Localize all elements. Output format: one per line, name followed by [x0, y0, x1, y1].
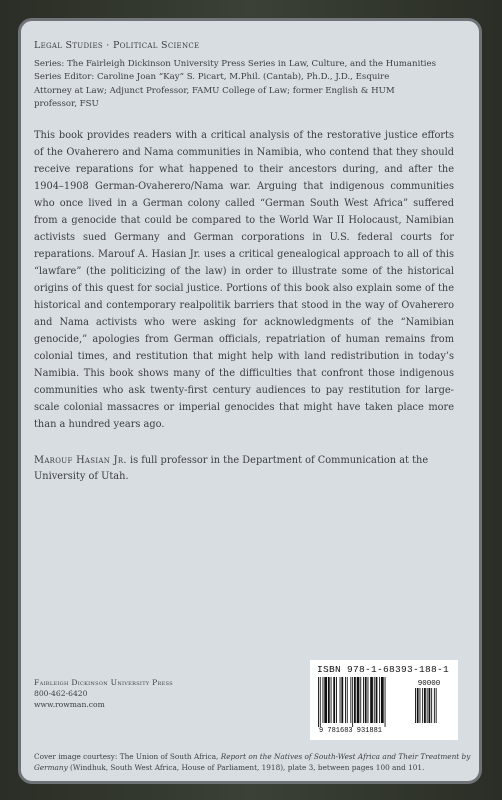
isbn-barcode [310, 660, 458, 740]
isbn-number: ISBN 978-1-68393-188-1 [317, 664, 450, 675]
publisher-website: www.rowman.com [34, 699, 105, 709]
author-bio-text: is full professor in the Department of Communication at the University of Utah. [34, 454, 429, 483]
barcode-graphic [317, 677, 451, 734]
ean-digits: 9 781683 931881 [319, 727, 383, 734]
series-editor-line-2: Attorney at Law; Adjunct Professor, FAMU College of Law; former English & HUM [34, 85, 395, 96]
credit-prefix: Cover image courtesy: The Union of South Africa, [34, 752, 221, 761]
text-panel [18, 18, 482, 784]
credit-title-end: Germany [34, 763, 68, 772]
publisher-phone: 800-462-6420 [34, 688, 88, 698]
price-code: 90000 [417, 680, 441, 688]
series-editor-line-3: professor, FSU [34, 99, 99, 110]
cover-image-credit [34, 751, 471, 773]
series-editor-line-1: Series Editor: Caroline Joan “Kay” S. Picart, M.Phil. (Cantab), Ph.D., J.D., Esquire [34, 72, 390, 83]
author-bio [34, 453, 454, 486]
credit-line-2 [34, 762, 464, 773]
author-name: Marouf Hasian Jr. [34, 454, 127, 466]
subject-category: Legal Studies · Political Science [34, 40, 200, 51]
book-description: This book provides readers with a critical analysis of the restorative justice efforts of the Ovaherero and Nama communities in Namibia, who contend that they should receive reparations for what happened to their ancestors during, and after the 1904–1908 German-Ovaherero/Nama war. Arguing that indigenous communities who once lived in a German colony called “German South West Africa” suffered from a genocide that could be compared to the World War II Holocaust, Namibian activists sued Germany and German corporations in U.S. federal courts for reparations. Marouf A. Hasian Jr. uses a critical genealogical approach to all of this “lawfare” (the politicizing of the law) in order to illustrate some of the historical origins of this quest for social justice. Portions of this book also explain some of the historical and contemporary realpolitik barriers that stood in the way of Ovaherero and Nama activists who were asking for acknowledgments of the “Namibian genocide,” apologies from German officials, repatriation of human remains from colonial times, and restitution that might help with land redistribution in today’s Namibia. This book shows many of the difficulties that confront those indigenous communities who ask twenty-first century audiences to pay restitution for large-scale colonial massacres or imperial genocides that might have taken place more than a hundred years ago. [34, 129, 454, 430]
credit-details: (Windhuk, South West Africa, House of Parliament, 1918), plate 3, between pages 100 and 101. [67, 763, 425, 772]
series-line: Series: The Fairleigh Dickinson University Press Series in Law, Culture, and the Humanities [34, 59, 437, 69]
publisher-info [34, 678, 274, 710]
credit-title: Report on the Natives of South-West Africa and Their Treatment by [220, 752, 471, 761]
publisher-name: Fairleigh Dickinson University Press [34, 678, 173, 687]
content-area [34, 39, 454, 486]
credit-line-1 [34, 751, 471, 762]
